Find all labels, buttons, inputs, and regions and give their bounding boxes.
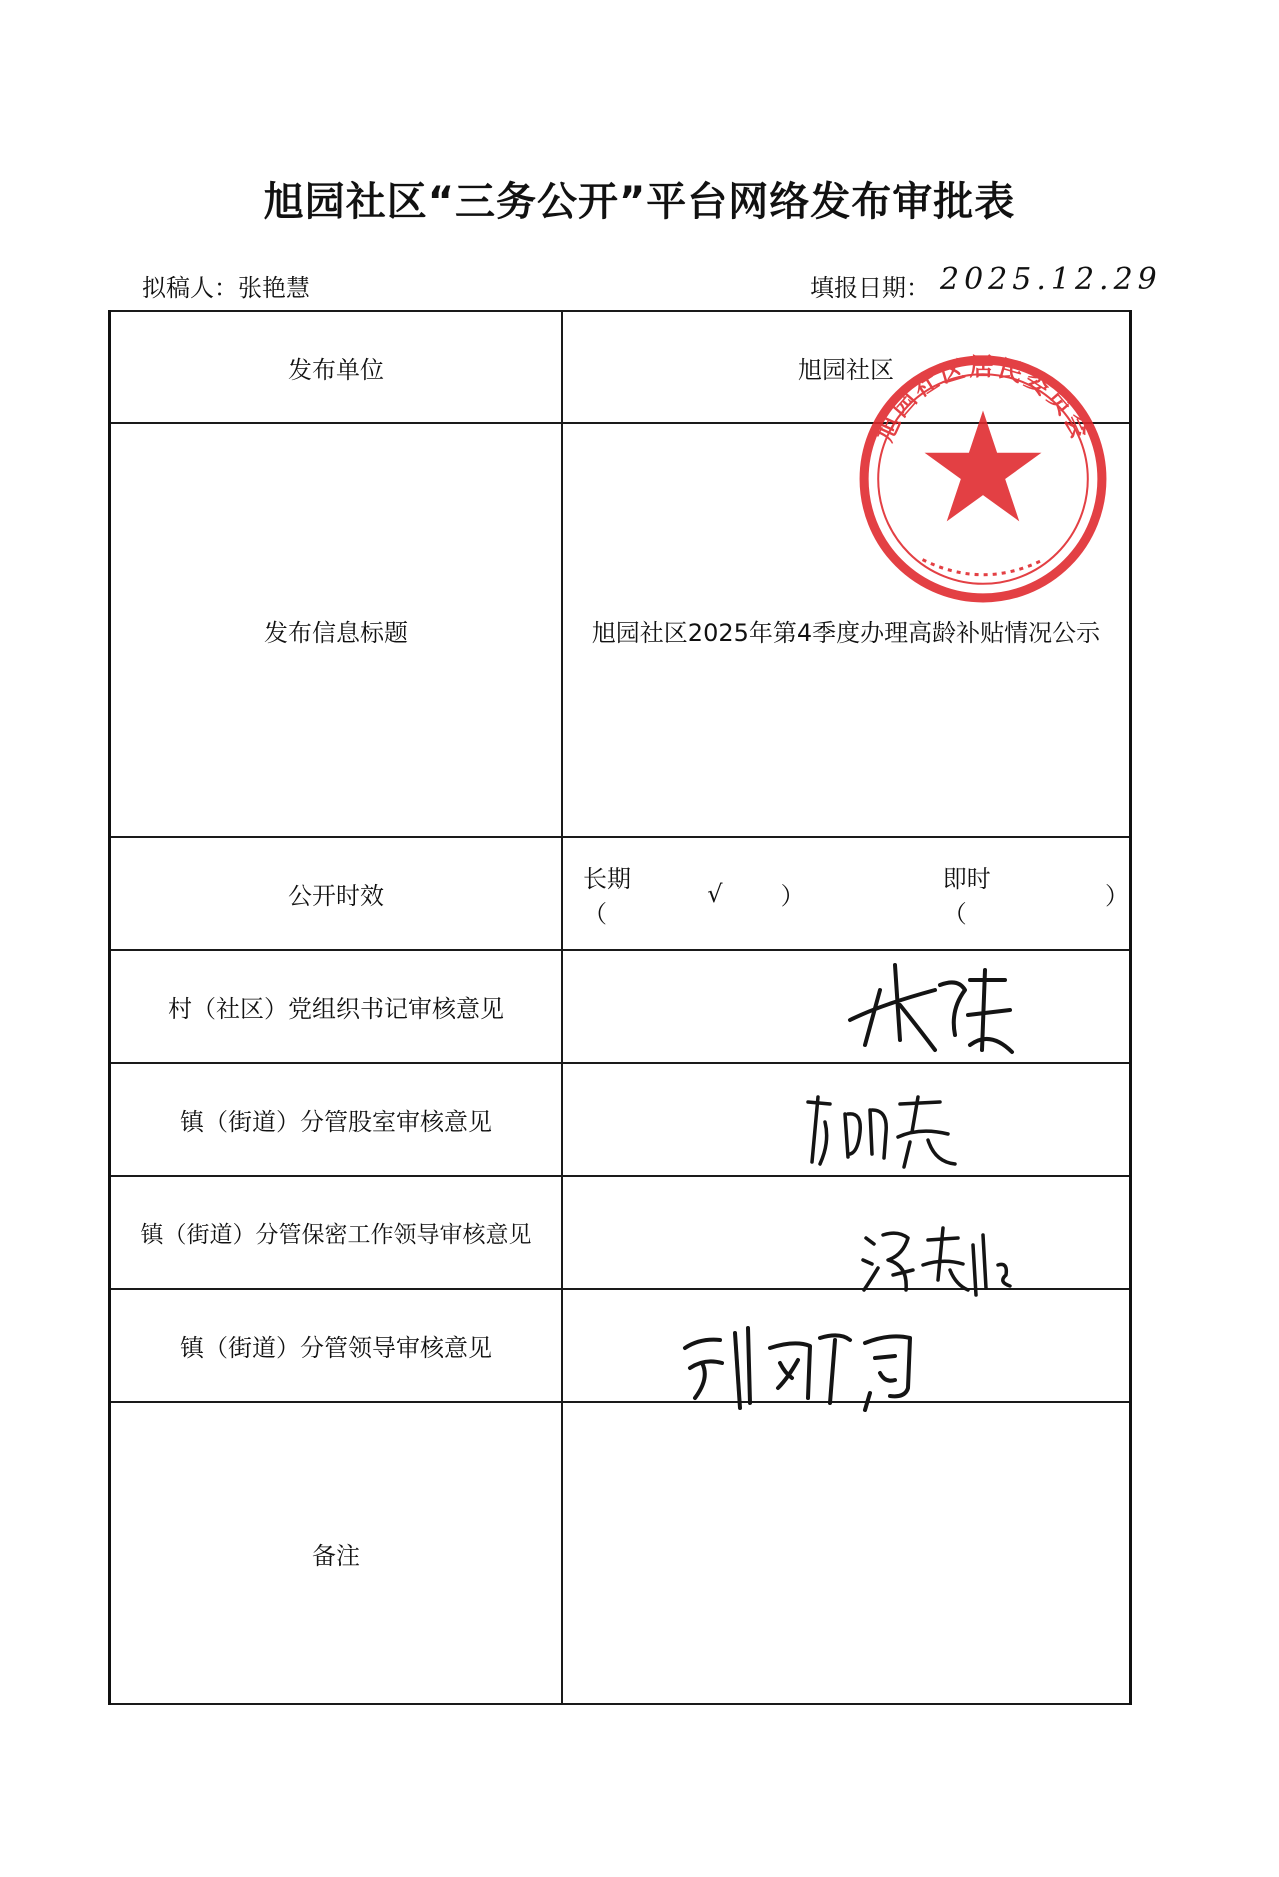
info-title-label: 发布信息标题 [110, 423, 563, 837]
leader-review-label: 镇（街道）分管领导审核意见 [110, 1289, 563, 1402]
fill-date-value: 2025.12.29 [940, 262, 1162, 297]
secrecy-leader-opinion [562, 1176, 1131, 1289]
long-term-option: 长期（ [583, 864, 631, 928]
publisher-value: 旭园社区 [562, 311, 1131, 423]
drafter-label: 拟稿人： [142, 274, 238, 302]
row-timing [110, 837, 1131, 950]
seal-text: 旭园社区居民委员会 [870, 353, 1096, 446]
fill-date-label: 填报日期： [810, 274, 930, 302]
signature-dept-review [800, 1092, 960, 1172]
row-remarks [110, 1402, 1131, 1704]
row-leader-review [110, 1289, 1131, 1402]
row-dept-review [110, 1063, 1131, 1176]
timing-value [562, 837, 1131, 950]
dept-review-label: 镇（街道）分管股室审核意见 [110, 1063, 563, 1176]
check-mark-icon: √ [707, 879, 723, 908]
drafter-name: 张艳慧 [238, 274, 310, 302]
remarks-label: 备注 [110, 1402, 563, 1704]
form-title: 旭园社区“三务公开”平台网络发布审批表 [263, 179, 1016, 225]
long-term-close: ） [780, 882, 805, 910]
remarks-value [562, 1402, 1131, 1704]
official-seal-icon [852, 348, 1114, 610]
immediate-option: 即时（ [942, 864, 991, 928]
signature-leader-review [680, 1318, 930, 1418]
secrecy-leader-label: 镇（街道）分管保密工作领导审核意见 [110, 1176, 563, 1289]
party-secretary-label: 村（社区）党组织书记审核意见 [110, 950, 563, 1063]
timing-label: 公开时效 [110, 837, 563, 950]
signature-secrecy-leader [858, 1220, 1018, 1300]
drafter [142, 268, 310, 303]
publisher-label: 发布单位 [110, 311, 563, 423]
info-title-value: 旭园社区2025年第4季度办理高龄补贴情况公示 [562, 423, 1131, 837]
signature-party-secretary [840, 960, 1020, 1060]
immediate-close: ） [1105, 882, 1129, 910]
